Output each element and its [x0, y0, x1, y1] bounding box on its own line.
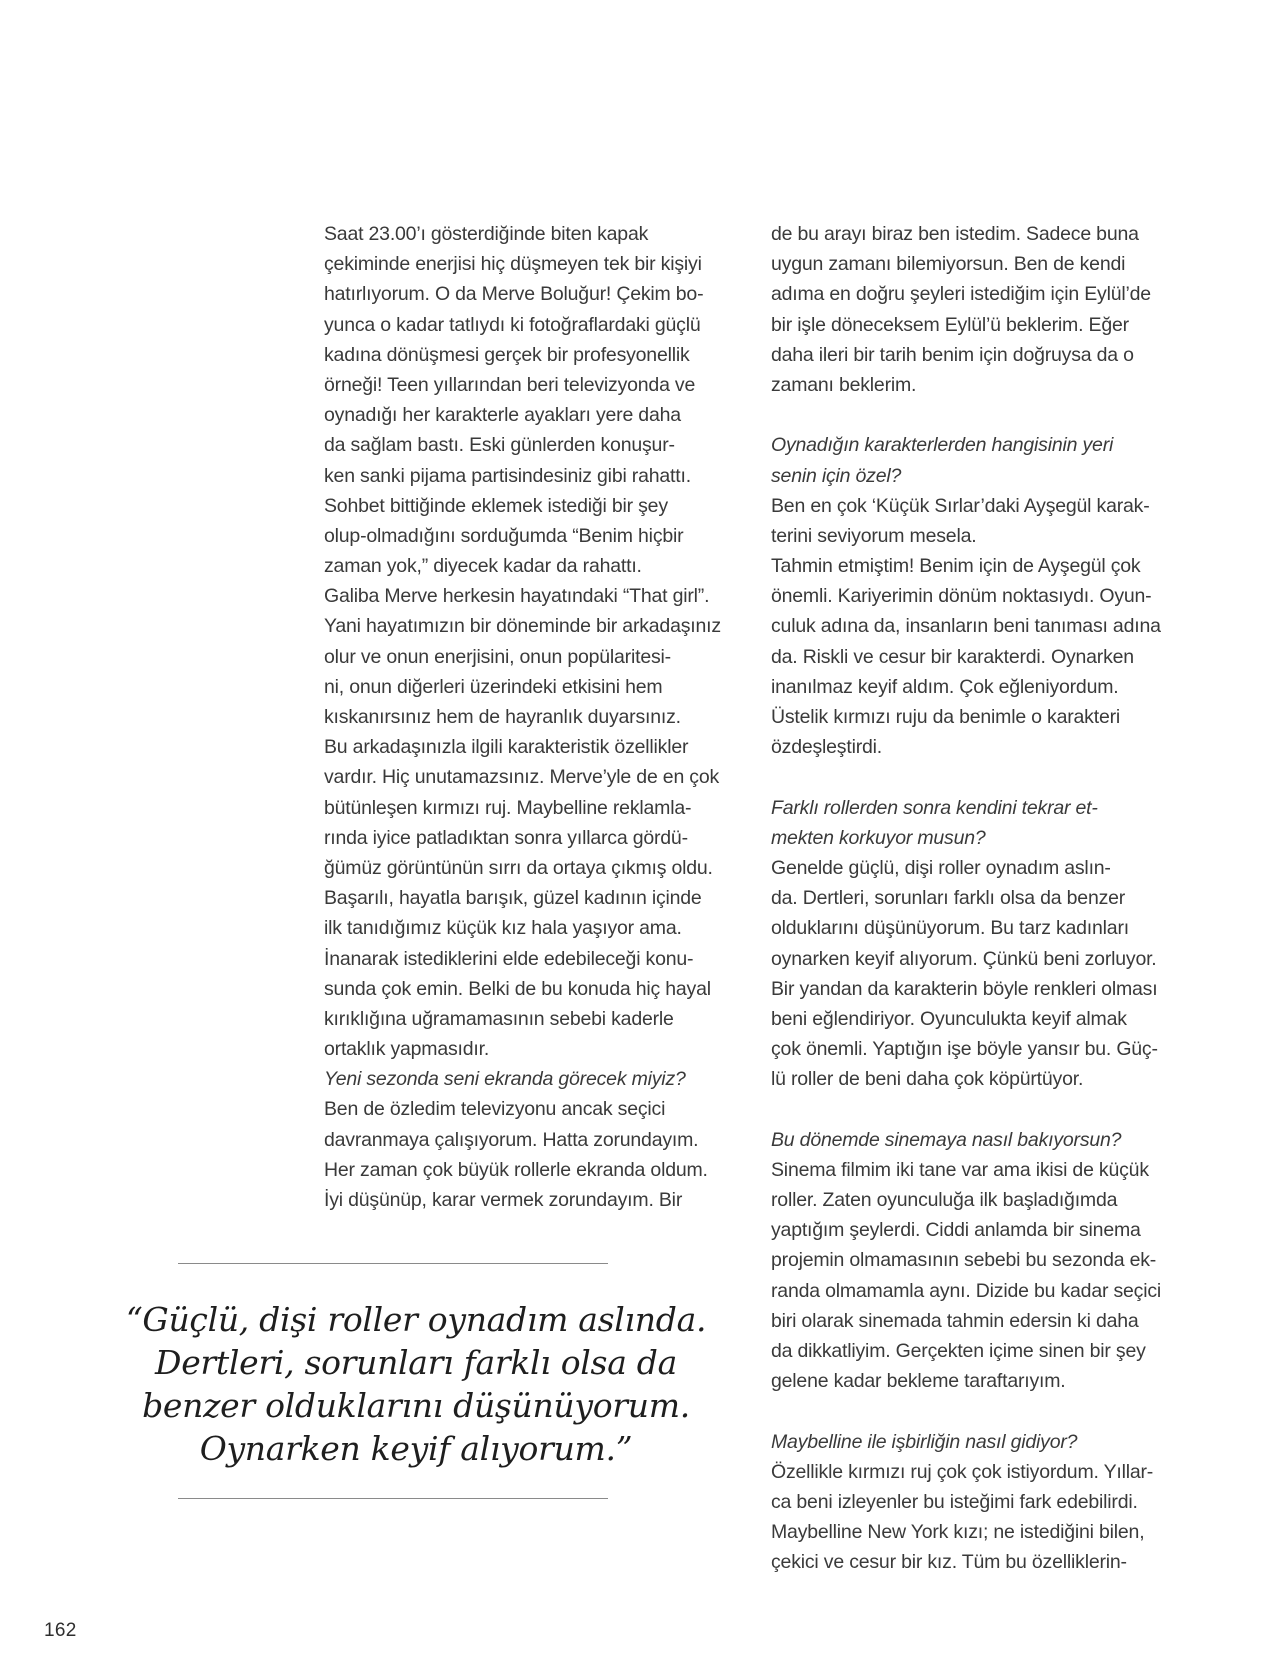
pull-quote-line: Dertleri, sorunları farklı olsa da — [155, 1343, 677, 1382]
pull-quote-top-rule — [178, 1263, 608, 1264]
body-text-line: Genelde güçlü, dişi roller oynadım aslın- — [771, 856, 1111, 879]
body-text-line: biri olarak sinemada tahmin edersin ki daha — [771, 1309, 1139, 1332]
body-text-line: çok önemli. Yaptığın işe böyle yansır bu. Güç- — [771, 1038, 1158, 1061]
body-text-line: çekiminde enerjisi hiç düşmeyen tek bir kişiyi — [324, 253, 702, 276]
body-text-line: gelene kadar bekleme taraftarıyım. — [771, 1370, 1066, 1393]
interview-question-line: Yeni sezonda seni ekranda görecek miyiz? — [324, 1068, 686, 1091]
body-text-line: vardır. Hiç unutamazsınız. Merve’yle de en çok — [324, 766, 720, 789]
body-text-line: hatırlıyorum. O da Merve Boluğur! Çekim bo- — [324, 283, 704, 306]
body-text-line: Bir yandan da karakterin böyle renkleri olması — [771, 977, 1158, 1000]
body-text-line: da. Riskli ve cesur bir karakterdi. Oynarken — [771, 645, 1134, 668]
body-text-line: olup-olmadığını sorduğumda “Benim hiçbir — [324, 524, 684, 547]
body-text-line: örneği! Teen yıllarından beri televizyonda ve — [324, 373, 696, 396]
body-text-line: da sağlam bastı. Eski günlerden konuşur- — [324, 434, 675, 457]
body-text-line: oynarken keyif alıyorum. Çünkü beni zorluyor. — [771, 947, 1157, 970]
body-text-line: oynadığı her karakterle ayakları yere daha — [324, 404, 681, 427]
paragraph-gap — [771, 1094, 1191, 1124]
body-text-line: roller. Zaten oyunculuğa ilk başladığımda — [771, 1189, 1118, 1211]
body-text-line: Bu arkadaşınızla ilgili karakteristik özellikler — [324, 736, 689, 759]
interview-question-line: senin için özel? — [771, 464, 902, 487]
page-number: 162 — [44, 1620, 77, 1641]
body-text-line: Ben de özledim televizyonu ancak seçici — [324, 1098, 666, 1121]
body-text-line: davranmaya çalışıyorum. Hatta zorundayım. — [324, 1128, 699, 1151]
body-text-line: çekici ve cesur bir kız. Tüm bu özelliklerin- — [771, 1551, 1127, 1574]
body-text-line: İyi düşünüp, karar vermek zorundayım. Bir — [324, 1189, 683, 1211]
body-text-line: adıma en doğru şeyleri istediğim için Eylül’de — [771, 283, 1151, 306]
body-text-line: zaman yok,” diyecek kadar da rahattı. — [324, 555, 642, 578]
body-text-line: randa olmamamla aynı. Dizide bu kadar seçici — [771, 1279, 1162, 1302]
body-text-line: Özellikle kırmızı ruj çok çok istiyordum. Yıllar- — [771, 1460, 1154, 1483]
body-text-line: ni, onun diğerleri üzerindeki etkisini hem — [324, 675, 663, 698]
body-text-line: projemin olmamasının sebebi bu sezonda ek- — [771, 1249, 1157, 1272]
body-text-line: Sohbet bittiğinde eklemek istediği bir şey — [324, 494, 668, 517]
pull-quote — [110, 1298, 722, 1470]
body-text-line: önemli. Kariyerimin dönüm noktasıydı. Oyun- — [771, 585, 1152, 608]
body-text-line: kıskanırsınız hem de hayranlık duyarsınız. — [324, 706, 681, 728]
body-text-line: rında iyice patladıktan sonra yıllarca gördü- — [324, 826, 688, 849]
body-text-line: olduklarını düşünüyorum. Bu tarz kadınları — [771, 917, 1129, 940]
body-text-line: Üstelik kırmızı ruju da benimle o karakteri — [771, 706, 1121, 728]
body-text-line: ca beni izleyenler bu isteğimi fark edebilirdi. — [771, 1490, 1138, 1513]
interview-question-line: Bu dönemde sinemaya nasıl bakıyorsun? — [771, 1128, 1122, 1151]
body-text-line: inanılmaz keyif aldım. Çok eğleniyordum. — [771, 675, 1119, 698]
body-text-line: Maybelline New York kızı; ne istediğini bilen, — [771, 1521, 1145, 1544]
body-text-line: beni eğlendiriyor. Oyunculukta keyif almak — [771, 1007, 1127, 1030]
body-text-line: ilk tanıdığımız küçük kız hala yaşıyor ama. — [324, 917, 682, 940]
pull-quote-line: benzer olduklarını düşünüyorum. — [142, 1386, 690, 1425]
interview-question-line: Farklı rollerden sonra kendini tekrar et- — [771, 796, 1098, 819]
body-text-line: bir işle döneceksem Eylül’ü beklerim. Eğer — [771, 313, 1129, 336]
body-text-line: uygun zamanı bilemiyorsun. Ben de kendi — [771, 253, 1126, 276]
interview-question-line: Oynadığın karakterlerden hangisinin yeri — [771, 434, 1114, 457]
paragraph-gap — [771, 762, 1191, 792]
body-text-line: daha ileri bir tarih benim için doğruysa da o — [771, 343, 1134, 366]
interview-question-line: Maybelline ile işbirliğin nasıl gidiyor? — [771, 1430, 1078, 1453]
body-text-line: yaptığım şeylerdi. Ciddi anlamda bir sinema — [771, 1219, 1141, 1242]
pull-quote-line: Oynarken keyif alıyorum.” — [199, 1429, 633, 1468]
body-text-line: da. Dertleri, sorunları farklı olsa da benzer — [771, 887, 1126, 910]
body-text-line: Saat 23.00’ı gösterdiğinde biten kapak — [324, 223, 649, 245]
body-text-line: bütünleşen kırmızı ruj. Maybelline reklamla- — [324, 796, 692, 819]
body-text-line: de bu arayı biraz ben istedim. Sadece buna — [771, 223, 1139, 245]
body-text-line: terini seviyorum mesela. — [771, 524, 977, 547]
body-text-line: özdeşleştirdi. — [771, 736, 883, 759]
body-text-line: ken sanki pijama partisindesiniz gibi rahattı. — [324, 464, 691, 487]
body-text-line: ğümüz görüntünün sırrı da ortaya çıkmış oldu. — [324, 856, 713, 879]
body-text-line: Her zaman çok büyük rollerle ekranda oldum. — [324, 1158, 708, 1181]
body-text-line: da dikkatliyim. Gerçekten içime sinen bir şey — [771, 1339, 1146, 1362]
body-text-line: lü roller de beni daha çok köpürtüyor. — [771, 1068, 1084, 1091]
interview-question-line: mekten korkuyor musun? — [771, 826, 986, 849]
article-column-right — [771, 219, 1191, 1577]
pull-quote-line: “Güçlü, dişi roller oynadım aslında. — [125, 1300, 707, 1339]
body-text-line: yunca o kadar tatlıydı ki fotoğraflardaki güçlü — [324, 313, 701, 336]
paragraph-gap — [771, 400, 1191, 430]
body-text-line: Sinema filmim iki tane var ama ikisi de küçük — [771, 1158, 1149, 1181]
body-text-line: kırıklığına uğramamasının sebebi kaderle — [324, 1007, 674, 1030]
body-text-line: İnanarak istediklerini elde edebileceği konu- — [324, 947, 694, 970]
body-text-line: Galiba Merve herkesin hayatındaki “That girl”. — [324, 585, 710, 608]
body-text-line: Ben en çok ‘Küçük Sırlar’daki Ayşegül karak- — [771, 494, 1150, 517]
body-text-line: sunda çok emin. Belki de bu konuda hiç hayal — [324, 977, 711, 1000]
body-text-line: olur ve onun enerjisini, onun popülaritesi- — [324, 645, 671, 668]
body-text-line: ortaklık yapmasıdır. — [324, 1038, 490, 1061]
body-text-line: kadına dönüşmesi gerçek bir profesyonellik — [324, 343, 690, 366]
body-text-line: culuk adına da, insanların beni tanıması adına — [771, 615, 1161, 638]
body-text-line: Yani hayatımızın bir döneminde bir arkadaşınız — [324, 615, 721, 638]
pull-quote-bottom-rule — [178, 1498, 608, 1499]
article-column-left — [324, 219, 744, 1215]
body-text-line: Başarılı, hayatla barışık, güzel kadının içinde — [324, 887, 702, 910]
body-text-line: zamanı beklerim. — [771, 373, 917, 396]
paragraph-gap — [771, 1396, 1191, 1426]
body-text-line: Tahmin etmiştim! Benim için de Ayşegül çok — [771, 555, 1141, 578]
